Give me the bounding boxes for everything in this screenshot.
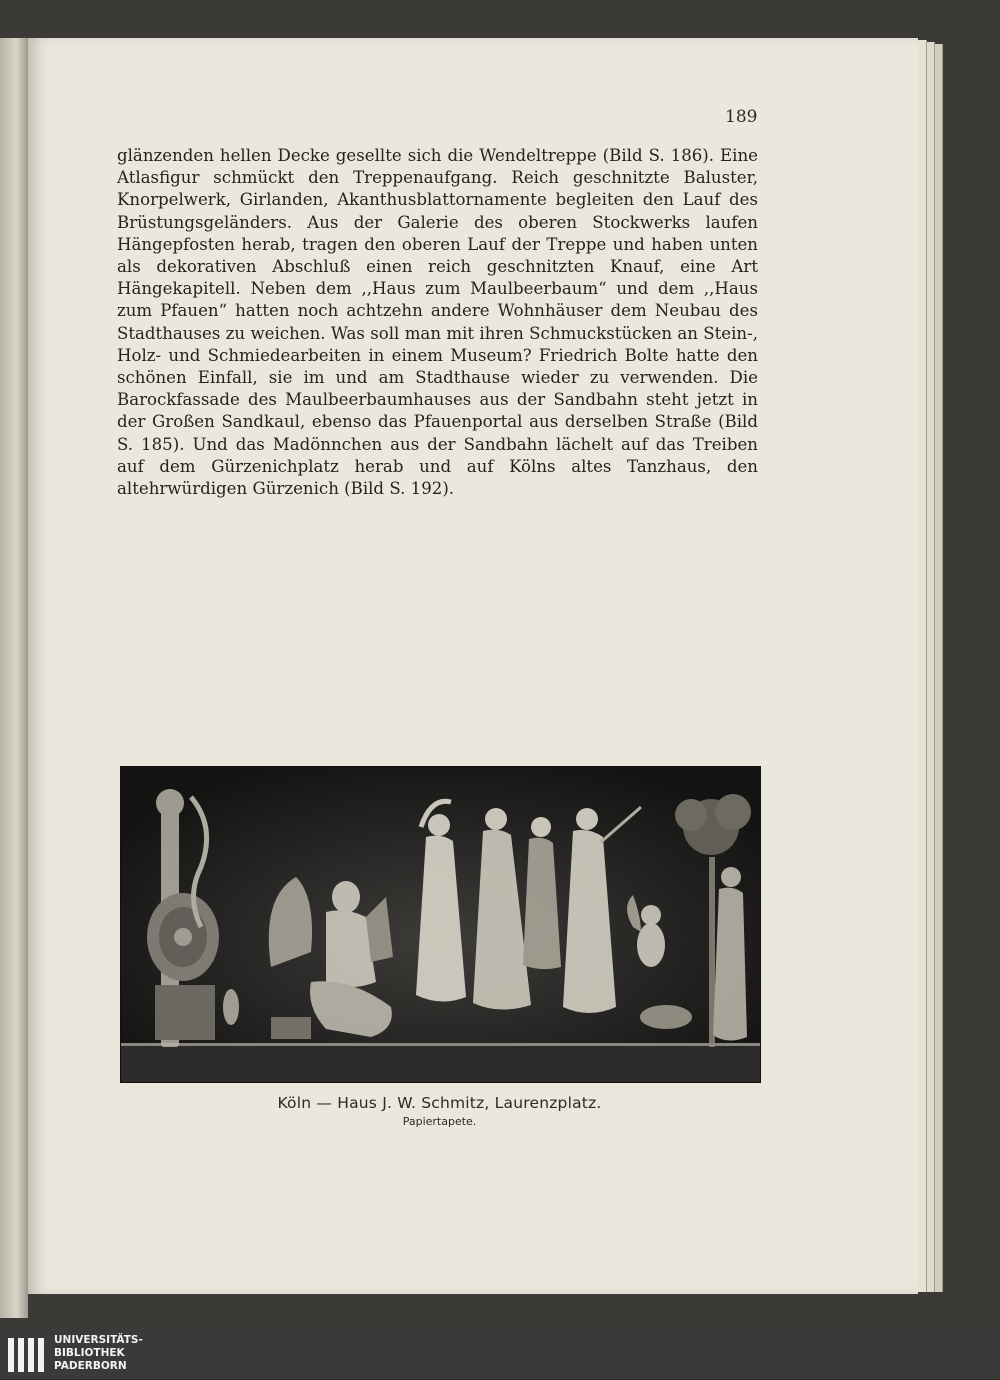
figure-subcaption: Papiertapete. xyxy=(402,1115,477,1128)
figure-caption: Köln — Haus J. W. Schmitz, Laurenzplatz. xyxy=(277,1094,602,1112)
left-facing-page xyxy=(0,38,28,1318)
body-paragraph: glänzenden hellen Decke gesellte sich die Wendeltreppe (Bild S. 186). Eine Atlasfigur schmückt den Treppenaufgang. Reich geschnitzte Baluster, Knorpelwerk, Girlanden, Akanthusblattornamente begleiten den Lauf des Brüstungsgeländers. Aus der Galerie des oberen Stockwerks laufen Hängepfosten herab, tragen den oberen Lauf der Treppe und haben unten als dekorativen Abschluß einen reich geschnitzten Knauf, eine Art Hängekapitell. Neben dem ,,Haus zum Maulbeerbaum“ und dem ,,Haus zum Pfauen“ hatten noch achtzehn andere Wohnhäuser dem Neubau des Stadthauses zu weichen. Was soll man mit ihren Schmuckstücken an Stein-, Holz- und Schmiedearbeiten in einem Museum? Friedrich Bolte hatte den schönen Einfall, sie im und am Stadthause wieder zu verwenden. Die Barockfassade des Maulbeerbaumhauses aus der Sandbahn steht jetzt in der Großen Sandkaul, ebenso das Pfauenportal aus derselben Straße (Bild S. 185). Und das Madönnchen aus der Sandbahn lächelt auf das Treiben auf dem Gürzenichplatz herab und auf Kölns altes Tanzhaus, den altehrwürdigen Gürzenich (Bild S. 192). xyxy=(117,146,758,499)
library-name xyxy=(54,1334,143,1373)
library-logo-icon xyxy=(6,1334,48,1376)
library-footer-bar xyxy=(0,1330,1000,1379)
wallpaper-relief-image xyxy=(120,766,761,1083)
library-name-line: BIBLIOTHEK xyxy=(54,1347,125,1359)
library-name-line: PADERBORN xyxy=(54,1360,127,1372)
library-name-line: UNIVERSITÄTS- xyxy=(54,1334,143,1346)
page-number: 189 xyxy=(725,107,758,127)
